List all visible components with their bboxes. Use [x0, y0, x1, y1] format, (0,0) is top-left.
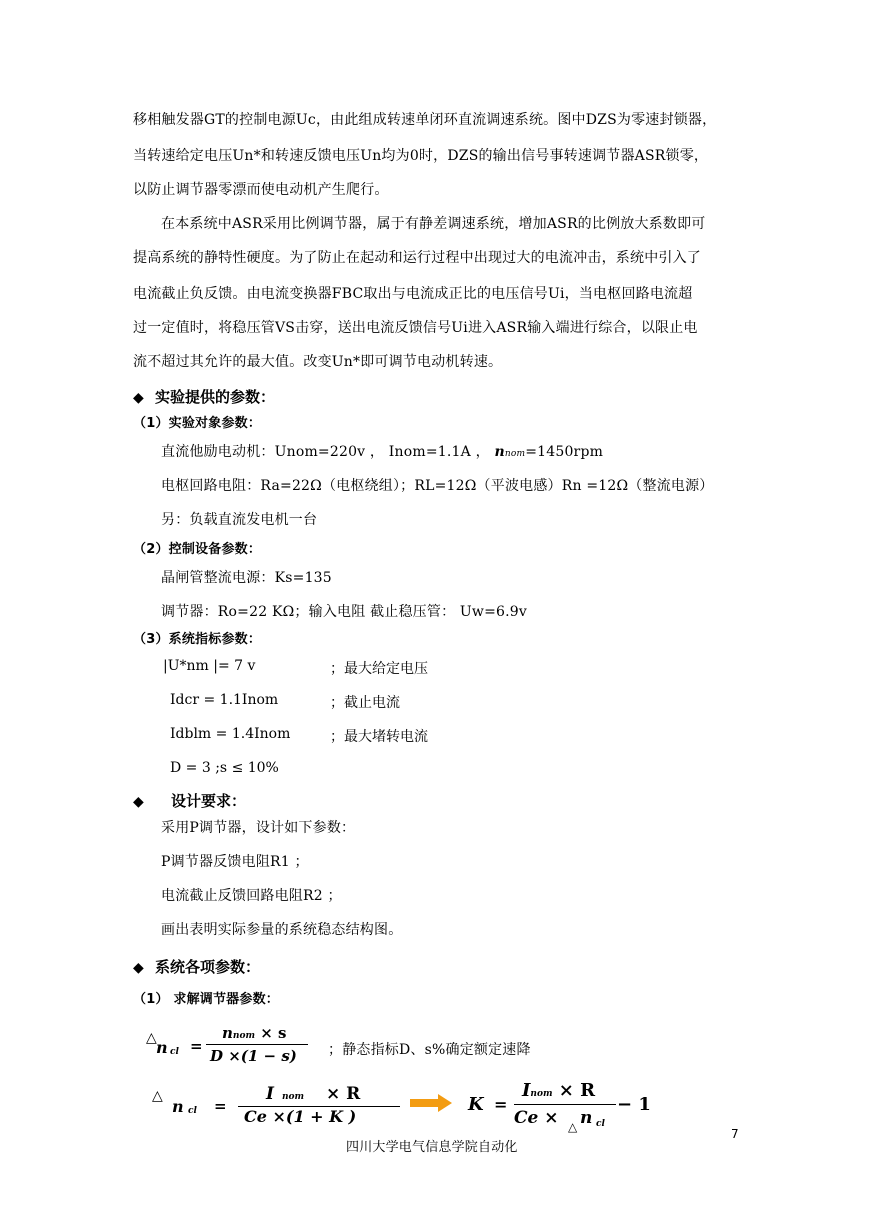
design-line-3: 电流截止反馈回路电阻R2 ； [161, 888, 342, 904]
formula1-fraction-bar [206, 1044, 308, 1045]
index-expr-2: Idcr = 1.1Inom [170, 692, 279, 708]
section-title: 实验提供的参数： [155, 388, 276, 406]
formula1-num-n: n [222, 1024, 233, 1042]
formula2-num2-rest: × R [558, 1080, 596, 1101]
resistance-params: 电枢回路电阻：Ra=22Ω（电枢绕组）；RL=12Ω（平波电感）Rn =12Ω（整流电源） [161, 478, 714, 494]
intro-line-4: 在本系统中ASR采用比例调节器，属于有静差调速系统，增加ASR的比例放大系数即可 [161, 216, 706, 232]
section-title: 设计要求： [171, 792, 247, 810]
motor-n: n [494, 444, 505, 460]
diamond-bullet-icon: ◆ [133, 960, 144, 976]
index-desc-2: ；截止电流 [330, 695, 400, 711]
motor-params [161, 442, 603, 464]
sub-heading-3: （3）系统指标参数： [133, 632, 262, 647]
sub-heading-1: （1）实验对象参数： [133, 416, 262, 431]
formula2-num-i: I [266, 1084, 274, 1104]
formula1-eq: = [190, 1037, 203, 1055]
diamond-bullet-icon: ◆ [133, 794, 144, 810]
formula1-n: n [156, 1038, 168, 1057]
formula1-cl: cl [170, 1047, 179, 1057]
formula2-n: n [172, 1097, 184, 1116]
formula1-num-nom: nom [232, 1031, 255, 1041]
intro-line-6: 电流截止负反馈。由电流变换器FBC取出与电流成正比的电压信号Ui，当电枢回路电流超 [133, 286, 693, 302]
index-desc-3: ；最大堵转电流 [330, 729, 428, 745]
section-heading-system [133, 956, 260, 977]
thyristor-params: 晶闸管整流电源：Ks=135 [161, 570, 332, 586]
formula2-cl: cl [188, 1106, 197, 1116]
formula1-den: D ×(1 − s) [210, 1047, 297, 1065]
formula2-eq2: = [494, 1095, 508, 1114]
motor-n-sub: nom [504, 449, 526, 459]
formula2-eq: = [214, 1097, 227, 1115]
sub-heading-2: （2）控制设备参数： [133, 542, 262, 557]
formula2-k: K [468, 1094, 484, 1115]
design-line-2: P调节器反馈电阻R1 ； [161, 854, 309, 870]
formula2-num2-nom: nom [530, 1089, 553, 1099]
delta-symbol: △ [146, 1030, 157, 1046]
design-line-1: 采用P调节器，设计如下参数： [161, 820, 356, 836]
motor-prefix: 直流他励电动机：Unom=220v ， Inom=1.1A ， [161, 444, 490, 460]
formula2-den2-n: n [580, 1108, 593, 1128]
motor-suffix: =1450rpm [525, 444, 604, 460]
regulator-params: 调节器：Ro=22 KΩ；输入电阻 截止稳压管： Uw=6.9v [161, 604, 528, 620]
index-expr-3: Idblm = 1.4Inom [170, 726, 291, 742]
delta-symbol: △ [152, 1088, 163, 1104]
formula1-num [222, 1024, 286, 1042]
formula2-num [266, 1084, 360, 1104]
formula2-den2-cl: cl [596, 1119, 605, 1129]
intro-line-1: 移相触发器GT的控制电源Uc，由此组成转速单闭环直流调速系统。图中DZS为零速封锁器， [133, 112, 717, 128]
footer-institution: 四川大学电气信息学院自动化 [346, 1140, 518, 1155]
section-heading-params [133, 386, 275, 407]
intro-line-3: 以防止调节器零漂而使电动机产生爬行。 [133, 182, 389, 198]
formula2-fraction-bar-2 [514, 1104, 616, 1105]
formula1-num-rest: × s [260, 1024, 287, 1042]
index-desc-1: ；最大给定电压 [330, 661, 428, 677]
delta-symbol: △ [568, 1120, 578, 1134]
intro-line-2: 当转速给定电压Un*和转速反馈电压Un均为0时，DZS的输出信号事转速调节器ASR锁零， [133, 148, 709, 164]
formula2-num2-i: I [522, 1080, 531, 1101]
formula2-minus-one: − 1 [617, 1094, 651, 1115]
diamond-bullet-icon: ◆ [133, 390, 144, 406]
intro-line-5: 提高系统的静特性硬度。为了防止在起动和运行过程中出现过大的电流冲击，系统中引入了 [133, 250, 701, 266]
page-number: 7 [731, 1127, 739, 1141]
formula1-note: ；静态指标D、s%确定额定速降 [328, 1042, 531, 1058]
system-sub-heading-1: （1） 求解调节器参数： [133, 992, 279, 1007]
formula2-den: Ce ×(1 + K ) [244, 1107, 357, 1126]
design-line-4: 画出表明实际参量的系统稳态结构图。 [161, 922, 403, 938]
formula2-den2-ce: Ce × [514, 1108, 559, 1128]
section-heading-design [133, 790, 246, 811]
formula2-num-rest: × R [325, 1084, 361, 1104]
implies-arrow-icon [410, 1094, 452, 1112]
section-title: 系统各项参数： [155, 958, 261, 976]
extra-params: 另：负载直流发电机一台 [161, 512, 318, 528]
index-expr-1: |U*nm |= 7 v [163, 658, 256, 674]
formula2-num2 [522, 1080, 595, 1101]
formula2-num-nom: nom [281, 1092, 305, 1102]
intro-line-7: 过一定值时，将稳压管VS击穿，送出电流反馈信号Ui进入ASR输入端进行综合，以限止电 [133, 320, 698, 336]
index-expr-4: D = 3 ;s ≤ 10% [170, 760, 279, 776]
intro-line-8: 流不超过其允许的最大值。改变Un*即可调节电动机转速。 [133, 354, 503, 370]
